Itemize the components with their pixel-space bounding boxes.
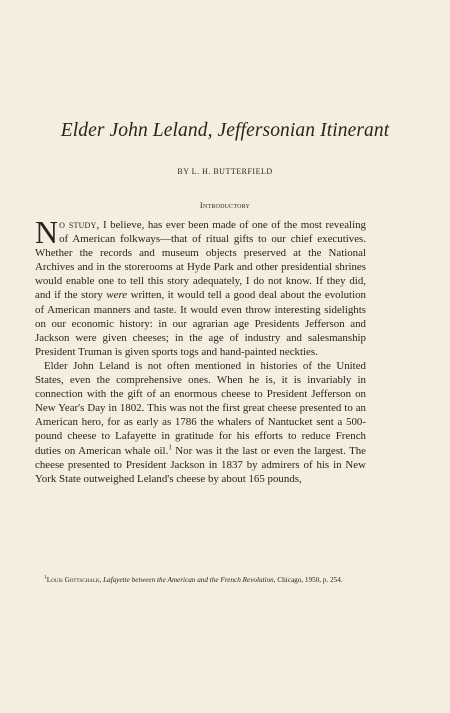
paragraph-2-text-after: Nor was it the last or even the largest. The cheese presented to President Jackson in 1837 by admirers of his in New York State outweighed Leland's cheese by about 165 pounds, <box>35 444 366 485</box>
footnote <box>35 575 366 585</box>
section-heading <box>0 200 450 210</box>
paragraph-1-text: I believe, has ever been made of one of the most revealing of American folkways—that of ritual gifts to our chief executives. Whether the records and museum objects preserved at the National Archives and in the storerooms at Hyde Park and other presidential shrines would enable one to tell this story adequately, I do not know. If they did, and if the story <box>35 219 366 302</box>
paragraph-1-lead: o study, <box>59 219 100 231</box>
paragraph-2 <box>35 359 366 486</box>
footnote-citation: Chicago, 1950, p. 254. <box>275 576 343 584</box>
paragraph-1-emphasis: were <box>106 289 128 302</box>
paragraph-1-text-after: written, it would tell a good deal about the evolution of American manners and taste. It would even throw interesting sidelights on our economic history: in our agrarian age Presidents Jefferson and Jackson were given cheeses; in the age of industry and salesmanship President Truman is given sports togs and hand-painted neckties. <box>35 289 366 358</box>
body-text <box>35 214 366 486</box>
article-title: Elder John Leland, Jeffersonian Itinerant <box>60 120 390 141</box>
section-heading-text: Introductory <box>199 200 251 210</box>
paragraph-1 <box>35 214 366 359</box>
paragraph-2-text: Elder John Leland is not often mentioned in histories of the United States, even the comprehensive ones. When he is, it is invariably in connection with the gift of an enormous cheese to President Jefferson on New Year's Day in 1802. This was not the first great cheese presented to an American hero, for as early as 1786 the whalers of Nantucket sent a 500-pound cheese to Lafayette in gratitude for his efforts to reduce French duties on American whale oil. <box>35 359 366 457</box>
byline: BY L. H. BUTTERFIELD <box>177 167 273 176</box>
footnote-number: 1 <box>44 574 47 581</box>
footnote-author: Louis Gottschalk, <box>46 576 102 584</box>
footnote-book-title: Lafayette between the American and the French Revolution, <box>103 576 276 584</box>
footnote-marker[interactable]: 1 <box>168 442 172 451</box>
drop-cap: N <box>35 214 59 250</box>
